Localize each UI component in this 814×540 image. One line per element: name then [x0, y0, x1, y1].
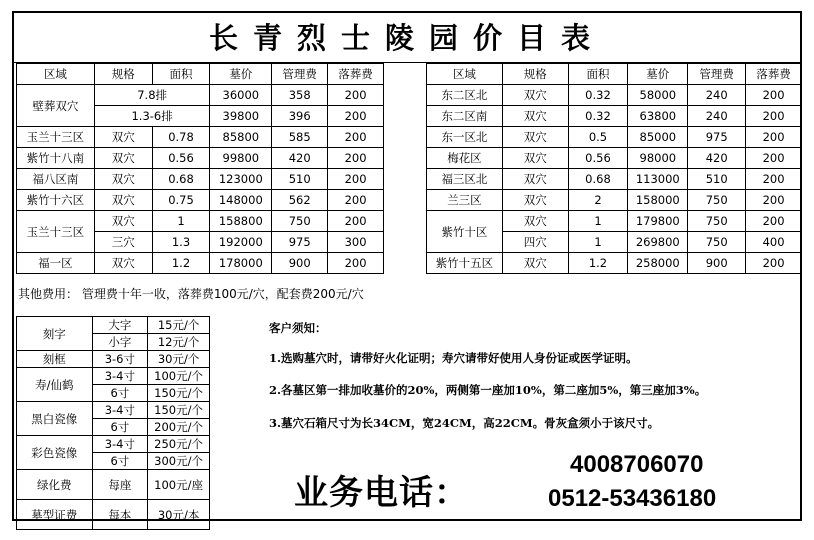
- table-row: [427, 127, 802, 148]
- spec-cell: 四穴: [502, 232, 568, 253]
- burial-cell: 200: [746, 85, 802, 106]
- table-row: [427, 253, 802, 274]
- price-cell: 85800: [210, 127, 272, 148]
- table-row: [17, 85, 384, 106]
- header-mgmt: 管理费: [272, 64, 328, 85]
- region-cell: 兰三区: [427, 190, 503, 211]
- table-row: [17, 402, 210, 419]
- item-price-cell: 200元/个: [148, 419, 210, 436]
- notice-item: 2.各墓区第一排加收墓价的20%，两侧第一座加10%，第二座加5%，第三座加3%。: [269, 383, 707, 397]
- item-spec-cell: 3-4寸: [92, 402, 148, 419]
- burial-cell: 200: [746, 211, 802, 232]
- item-spec-cell: 6寸: [92, 453, 148, 470]
- spec-cell: 双穴: [502, 127, 568, 148]
- price-cell: 63800: [628, 106, 688, 127]
- header-region: 区域: [427, 64, 503, 85]
- mgmt-cell: 562: [272, 190, 328, 211]
- spec-cell: 7.8排: [94, 85, 210, 106]
- burial-cell: 200: [746, 253, 802, 274]
- price-cell: 39800: [210, 106, 272, 127]
- area-cell: 0.56: [568, 148, 628, 169]
- price-cell: 113000: [628, 169, 688, 190]
- header-area: 面积: [568, 64, 628, 85]
- table-row: [427, 190, 802, 211]
- region-cell: 紫竹十区: [427, 211, 503, 253]
- mgmt-cell: 750: [688, 232, 746, 253]
- area-cell: 1: [568, 211, 628, 232]
- notice-item: 3.墓穴石箱尺寸为长34CM，宽24CM，高22CM。骨灰盒须小于该尺寸。: [269, 416, 660, 430]
- price-cell: 148000: [210, 190, 272, 211]
- region-cell: 福一区: [17, 253, 95, 274]
- mgmt-cell: 510: [272, 169, 328, 190]
- header-burial: 落葬费: [746, 64, 802, 85]
- table-row: [427, 169, 802, 190]
- area-cell: 0.32: [568, 106, 628, 127]
- price-cell: 158000: [628, 190, 688, 211]
- burial-cell: 200: [328, 211, 384, 232]
- area-cell: 0.56: [152, 148, 210, 169]
- region-cell: 玉兰十三区: [17, 127, 95, 148]
- spec-cell: 双穴: [502, 85, 568, 106]
- header-price: 墓价: [628, 64, 688, 85]
- burial-cell: 200: [328, 148, 384, 169]
- spec-cell: 双穴: [502, 169, 568, 190]
- burial-cell: 200: [328, 253, 384, 274]
- table-row: [17, 169, 384, 190]
- table-row: [17, 253, 384, 274]
- phone-number-2: 0512-53436180: [548, 485, 717, 512]
- region-cell: 东二区南: [427, 106, 503, 127]
- item-name-cell: 刻框: [17, 351, 93, 368]
- area-cell: 1: [152, 211, 210, 232]
- region-cell: 紫竹十六区: [17, 190, 95, 211]
- burial-cell: 200: [746, 106, 802, 127]
- item-spec-cell: 3-4寸: [92, 436, 148, 453]
- price-cell: 158800: [210, 211, 272, 232]
- table-row: [17, 500, 210, 530]
- header-area: 面积: [152, 64, 210, 85]
- mgmt-cell: 900: [688, 253, 746, 274]
- mgmt-cell: 585: [272, 127, 328, 148]
- table-row: [17, 211, 384, 232]
- area-cell: 0.68: [152, 169, 210, 190]
- phone-number-1: 4008706070: [570, 451, 704, 478]
- mgmt-cell: 510: [688, 169, 746, 190]
- region-cell: 壁葬双穴: [17, 85, 95, 127]
- mgmt-cell: 396: [272, 106, 328, 127]
- mgmt-cell: 975: [688, 127, 746, 148]
- page-title: 长青烈士陵园价目表: [208, 21, 605, 55]
- region-cell: 东一区北: [427, 127, 503, 148]
- table-row: [17, 368, 210, 385]
- spec-cell: 双穴: [502, 211, 568, 232]
- spec-cell: 双穴: [502, 148, 568, 169]
- item-spec-cell: 小字: [92, 334, 148, 351]
- mgmt-cell: 750: [272, 211, 328, 232]
- item-price-cell: 100元/个: [148, 368, 210, 385]
- region-cell: 梅花区: [427, 148, 503, 169]
- area-cell: 1.2: [568, 253, 628, 274]
- header-spec: 规格: [502, 64, 568, 85]
- price-cell: 98000: [628, 148, 688, 169]
- spec-cell: 双穴: [94, 253, 152, 274]
- notice-heading: 客户须知：: [269, 321, 327, 335]
- price-cell: 123000: [210, 169, 272, 190]
- item-spec-cell: 6寸: [92, 419, 148, 436]
- burial-cell: 200: [328, 190, 384, 211]
- item-spec-cell: 3-6寸: [92, 351, 148, 368]
- region-cell: 紫竹十五区: [427, 253, 503, 274]
- spec-cell: 双穴: [94, 169, 152, 190]
- table-row: [17, 190, 384, 211]
- item-price-cell: 150元/个: [148, 402, 210, 419]
- spec-cell: 双穴: [502, 106, 568, 127]
- area-cell: 0.78: [152, 127, 210, 148]
- price-list-frame: [12, 11, 802, 521]
- area-cell: 1.3: [152, 232, 210, 253]
- spec-cell: 双穴: [502, 190, 568, 211]
- item-spec-cell: 每座: [92, 470, 148, 500]
- header-price: 墓价: [210, 64, 272, 85]
- mgmt-cell: 420: [272, 148, 328, 169]
- left-price-table: [16, 63, 384, 274]
- burial-cell: 200: [328, 106, 384, 127]
- price-cell: 178000: [210, 253, 272, 274]
- mgmt-cell: 750: [688, 211, 746, 232]
- item-name-cell: 绿化费: [17, 470, 93, 500]
- spec-cell: 双穴: [502, 253, 568, 274]
- table-row: [17, 127, 384, 148]
- price-cell: 36000: [210, 85, 272, 106]
- burial-cell: 200: [746, 169, 802, 190]
- item-name-cell: 寿/仙鹤: [17, 368, 93, 402]
- spec-cell: 双穴: [94, 190, 152, 211]
- item-price-cell: 250元/个: [148, 436, 210, 453]
- table-row: [17, 148, 384, 169]
- right-price-table: [426, 63, 802, 274]
- engraving-price-table: [16, 316, 210, 530]
- mgmt-cell: 240: [688, 106, 746, 127]
- mgmt-cell: 750: [688, 190, 746, 211]
- price-cell: 99800: [210, 148, 272, 169]
- header-burial: 落葬费: [328, 64, 384, 85]
- mgmt-cell: 975: [272, 232, 328, 253]
- item-spec-cell: 3-4寸: [92, 368, 148, 385]
- table-row: [17, 317, 210, 334]
- area-cell: 0.75: [152, 190, 210, 211]
- table-header-row: [17, 64, 384, 85]
- price-cell: 258000: [628, 253, 688, 274]
- region-cell: 福三区北: [427, 169, 503, 190]
- table-header-row: [427, 64, 802, 85]
- price-cell: 58000: [628, 85, 688, 106]
- item-name-cell: 彩色瓷像: [17, 436, 93, 470]
- mgmt-cell: 358: [272, 85, 328, 106]
- spec-cell: 双穴: [94, 211, 152, 232]
- table-row: [17, 351, 210, 368]
- price-cell: 85000: [628, 127, 688, 148]
- burial-cell: 200: [746, 148, 802, 169]
- burial-cell: 400: [746, 232, 802, 253]
- item-price-cell: 100元/座: [148, 470, 210, 500]
- table-row: [427, 85, 802, 106]
- header-region: 区域: [17, 64, 95, 85]
- burial-cell: 300: [328, 232, 384, 253]
- table-row: [427, 211, 802, 232]
- item-spec-cell: 6寸: [92, 385, 148, 402]
- spec-cell: 三穴: [94, 232, 152, 253]
- spec-cell: 双穴: [94, 127, 152, 148]
- price-cell: 269800: [628, 232, 688, 253]
- phone-label: 业务电话：: [294, 473, 469, 513]
- region-cell: 紫竹十八南: [17, 148, 95, 169]
- item-price-cell: 12元/个: [148, 334, 210, 351]
- burial-cell: 200: [746, 127, 802, 148]
- item-price-cell: 300元/个: [148, 453, 210, 470]
- area-cell: 1: [568, 232, 628, 253]
- header-mgmt: 管理费: [688, 64, 746, 85]
- spec-cell: 1.3-6排: [94, 106, 210, 127]
- price-cell: 179800: [628, 211, 688, 232]
- table-row: [427, 106, 802, 127]
- region-cell: 东二区北: [427, 85, 503, 106]
- area-cell: 2: [568, 190, 628, 211]
- item-price-cell: 30元/本: [148, 500, 210, 530]
- header-spec: 规格: [94, 64, 152, 85]
- price-cell: 192000: [210, 232, 272, 253]
- spec-cell: 双穴: [94, 148, 152, 169]
- table-row: [427, 148, 802, 169]
- region-cell: 福八区南: [17, 169, 95, 190]
- mgmt-cell: 240: [688, 85, 746, 106]
- table-row: [17, 470, 210, 500]
- mgmt-cell: 420: [688, 148, 746, 169]
- item-price-cell: 30元/个: [148, 351, 210, 368]
- other-fees-note: 其他费用： 管理费十年一收，落葬费100元/穴，配套费200元/穴: [18, 287, 364, 301]
- item-spec-cell: 每本: [92, 500, 148, 530]
- item-spec-cell: 大字: [92, 317, 148, 334]
- region-cell: 玉兰十三区: [17, 211, 95, 253]
- mgmt-cell: 900: [272, 253, 328, 274]
- area-cell: 0.32: [568, 85, 628, 106]
- item-name-cell: 黑白瓷像: [17, 402, 93, 436]
- item-name-cell: 墓型证费: [17, 500, 93, 530]
- item-price-cell: 15元/个: [148, 317, 210, 334]
- area-cell: 0.5: [568, 127, 628, 148]
- table-row: [17, 436, 210, 453]
- burial-cell: 200: [328, 169, 384, 190]
- area-cell: 0.68: [568, 169, 628, 190]
- burial-cell: 200: [746, 190, 802, 211]
- item-price-cell: 150元/个: [148, 385, 210, 402]
- notice-item: 1.选购墓穴时，请带好火化证明；寿穴请带好使用人身份证或医学证明。: [269, 351, 638, 365]
- item-name-cell: 刻字: [17, 317, 93, 351]
- burial-cell: 200: [328, 85, 384, 106]
- burial-cell: 200: [328, 127, 384, 148]
- area-cell: 1.2: [152, 253, 210, 274]
